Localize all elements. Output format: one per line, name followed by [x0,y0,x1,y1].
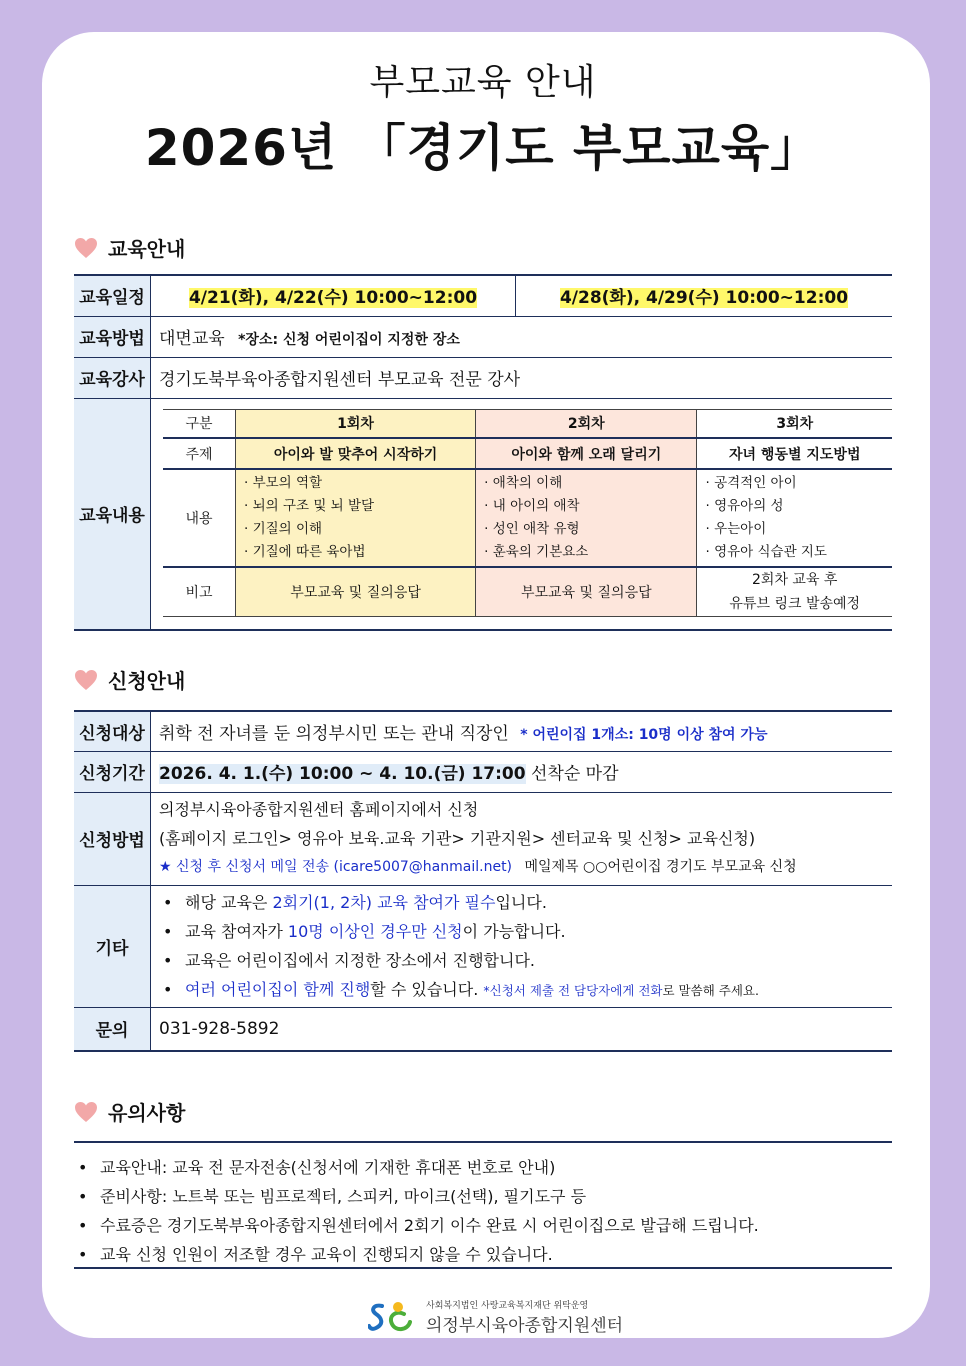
schedule-2: 4/28(화), 4/29(수) 10:00~12:00 [559,288,849,309]
section-edu-title: 교육안내 [108,237,186,261]
remark-3-line2: 유튜브 링크 발송예정 [729,596,861,612]
note-item: • 준비사항: 노트북 또는 빔프로젝터, 스피커, 마이크(선택), 필기도구 등 [74,1182,892,1211]
remark-3 [697,567,892,617]
apply-method-row [74,792,892,885]
topic-label: 주제 [163,438,236,469]
schedule-1: 4/21(화), 4/22(수) 10:00~12:00 [188,288,478,309]
remark-label: 비고 [163,567,236,617]
email-instruction: ★ 신청 후 신청서 메일 전송 (icare5007@hanmail.net) [159,859,513,875]
period-value: 2026. 4. 1.(수) 10:00 ~ 4. 10.(금) 17:00 [159,764,526,784]
note-item: • 교육 신청 인원이 저조할 경우 교육이 진행되지 않을 수 있습니다. [74,1240,892,1269]
period-tail: 선착순 마감 [530,764,619,784]
period-label: 신청기간 [74,751,151,792]
method-row [74,316,892,357]
session-2: 2회차 [476,409,697,438]
org-logo-icon [368,1300,420,1334]
note-item: • 수료증은 경기도북부육아종합지원센터에서 2회기 이수 완료 시 어린이집으로 발급해 드립니다. [74,1211,892,1240]
session-1: 1회차 [236,409,476,438]
org-logo [368,1298,623,1336]
notes-box [74,1141,892,1269]
apply-method-line2: (홈페이지 로그인> 영유아 보육.교육 기관> 기관지원> 센터교육 및 신청> 교육신청) [159,829,756,848]
method-note: *장소: 신청 어린이집이 지정한 장소 [238,332,460,348]
etc-row [74,885,892,1007]
apply-method-line1: 의정부시육아종합지원센터 홈페이지에서 신청 [159,800,479,819]
section-edu-heading [74,233,185,262]
schedule-label: 교육일정 [74,275,151,316]
org-small-text: 사회복지법인 사랑교육복지재단 위탁운영 [426,1301,589,1311]
method-cell [151,316,893,357]
remark-1: 부모교육 및 질의응답 [236,567,476,617]
content-cell [151,398,893,630]
org-name: 의정부시육아종합지원센터 [426,1316,624,1336]
content-detail-row [163,469,892,567]
content-list-1 [236,469,476,567]
apply-method-line3 [159,853,884,882]
etc-item: • 여러 어린이집이 함께 진행할 수 있습니다. *신청서 제출 전 담당자에게 전화로 말씀해 주세요. [159,975,884,1005]
schedule-row [74,275,892,316]
schedule-cell-1 [151,275,516,316]
period-cell [151,751,893,792]
page-subtitle: 부모교육 안내 [369,62,597,103]
instructor-value: 경기도북부육아종합지원센터 부모교육 전문 강사 [151,357,893,398]
content-item: · 성인 애착 유형 [484,521,580,537]
heart-icon [74,237,98,259]
apply-method-cell [151,792,893,885]
etc-cell [151,885,893,1007]
schedule-cell-2 [516,275,893,316]
content-item: · 영유아 식습관 지도 [705,544,827,560]
content-list-3 [697,469,892,567]
etc-item: • 교육 참여자가 10명 이상인 경우만 신청이 가능합니다. [159,917,884,946]
apply-method-label: 신청방법 [74,792,151,885]
target-value: 취학 전 자녀를 둔 의정부시민 또는 관내 직장인 [159,723,509,744]
content-item: · 기질의 이해 [244,521,323,537]
target-note: * 어린이집 1개소: 10명 이상 참여 가능 [520,726,768,743]
etc-label: 기타 [74,885,151,1007]
method-value: 대면교육 [159,329,225,349]
section-notes-heading [74,1097,185,1126]
etc-item: • 교육은 어린이집에서 지정한 장소에서 진행합니다. [159,946,884,975]
target-label: 신청대상 [74,711,151,751]
content-item: · 내 아이의 애착 [484,498,580,514]
section-apply-title: 신청안내 [108,669,186,693]
curriculum-table [163,409,892,618]
contact-value: 031-928-5892 [151,1007,893,1051]
content-item: · 애착의 이해 [484,475,563,491]
edu-info-table [74,274,892,631]
remark-3-line1: 2회차 교육 후 [752,572,838,588]
page-title: 2026년 「경기도 부모교육」 [144,119,822,177]
topic-2: 아이와 함께 오래 달리기 [476,438,697,469]
note-item: • 교육안내: 교육 전 문자전송(신청서에 기재한 휴대폰 번호로 안내) [74,1153,892,1182]
content-item: · 우는아이 [705,521,767,537]
remark-row [163,567,892,617]
content-item: · 부모의 역할 [244,475,323,491]
curriculum-header-row [163,409,892,438]
etc-item: • 해당 교육은 2회기(1, 2차) 교육 참여가 필수입니다. [159,888,884,917]
topic-row [163,438,892,469]
detail-label: 내용 [163,469,236,567]
apply-info-table [74,710,892,1052]
section-notes-title: 유의사항 [108,1101,186,1125]
instructor-row [74,357,892,398]
content-item: · 훈육의 기본요소 [484,544,589,560]
topic-3: 자녀 행동별 지도방법 [697,438,892,469]
content-list-2 [476,469,697,567]
content-item: · 기질에 따른 육아법 [244,544,366,560]
content-row [74,398,892,630]
target-row [74,711,892,751]
contact-row [74,1007,892,1051]
instructor-label: 교육강사 [74,357,151,398]
topic-1: 아이와 발 맞추어 시작하기 [236,438,476,469]
remark-2: 부모교육 및 질의응답 [476,567,697,617]
col-label: 구분 [163,409,236,438]
content-item: · 뇌의 구조 및 뇌 발달 [244,498,375,514]
session-3: 3회차 [697,409,892,438]
target-cell [151,711,893,751]
contact-label: 문의 [74,1007,151,1051]
content-item: · 공격적인 아이 [705,475,797,491]
content-item: · 영유아의 성 [705,498,784,514]
heart-icon [74,669,98,691]
method-label: 교육방법 [74,316,151,357]
period-row [74,751,892,792]
section-apply-heading [74,665,185,694]
heart-icon [74,1101,98,1123]
content-label: 교육내용 [74,398,151,630]
email-subject: 메일제목 ○○어린이집 경기도 부모교육 신청 [524,859,797,875]
